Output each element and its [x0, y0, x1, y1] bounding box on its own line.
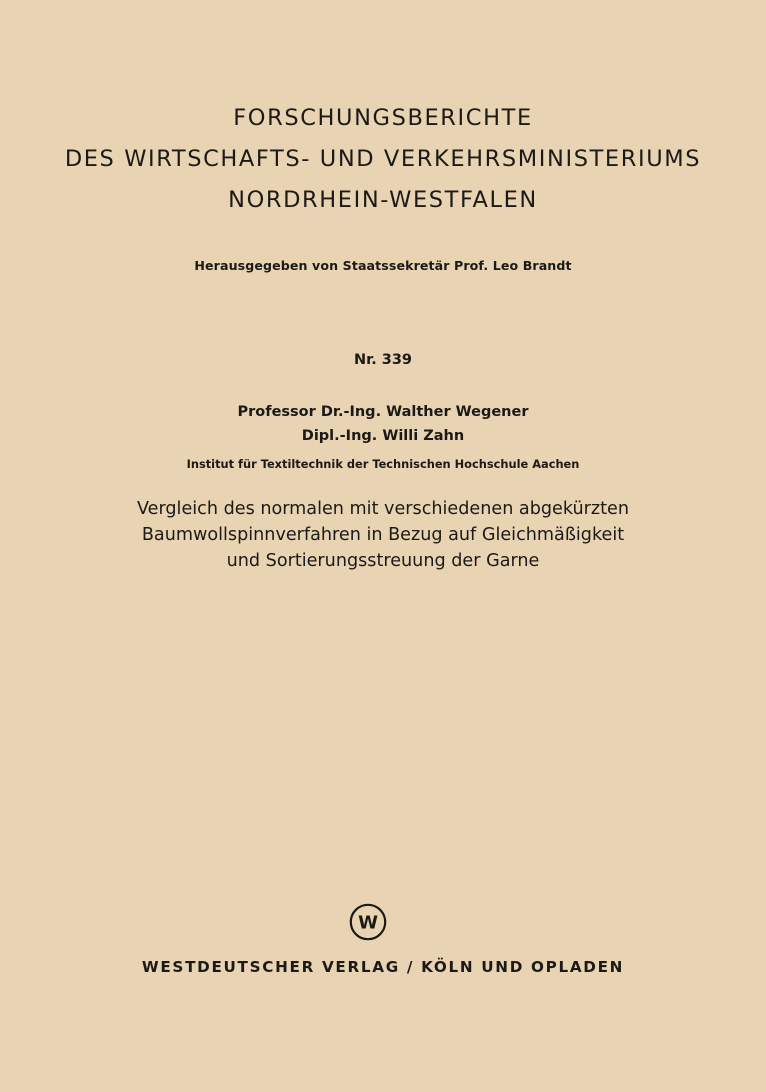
publisher-line: WESTDEUTSCHER VERLAG / KÖLN UND OPLADEN: [141, 958, 625, 976]
series-title: [0, 98, 766, 221]
author-1: Professor Dr.-Ing. Walther Wegener: [237, 404, 529, 420]
report-number: Nr. 339: [353, 352, 413, 368]
work-title-line-1: Vergleich des normalen mit verschiedenen abgekürzten: [136, 499, 630, 519]
publisher-logo-letter: W: [358, 912, 378, 934]
publisher-logo-icon: [349, 903, 387, 941]
authors: [0, 400, 766, 448]
work-title-line-3: und Sortierungsstreuung der Garne: [226, 551, 540, 571]
institute-line: Institut für Textiltechnik der Technischen Hochschule Aachen: [186, 457, 580, 471]
work-title: [0, 496, 766, 574]
series-title-line-3: NORDRHEIN-WESTFALEN: [228, 187, 538, 213]
editor-line: Herausgegeben von Staatssekretär Prof. Leo Brandt: [194, 258, 572, 273]
series-title-line-2: DES WIRTSCHAFTS- UND VERKEHRSMINISTERIUMS: [64, 146, 702, 172]
author-2: Dipl.-Ing. Willi Zahn: [301, 428, 465, 444]
work-title-line-2: Baumwollspinnverfahren in Bezug auf Gleichmäßigkeit: [141, 525, 625, 545]
series-title-line-1: FORSCHUNGSBERICHTE: [233, 105, 533, 131]
